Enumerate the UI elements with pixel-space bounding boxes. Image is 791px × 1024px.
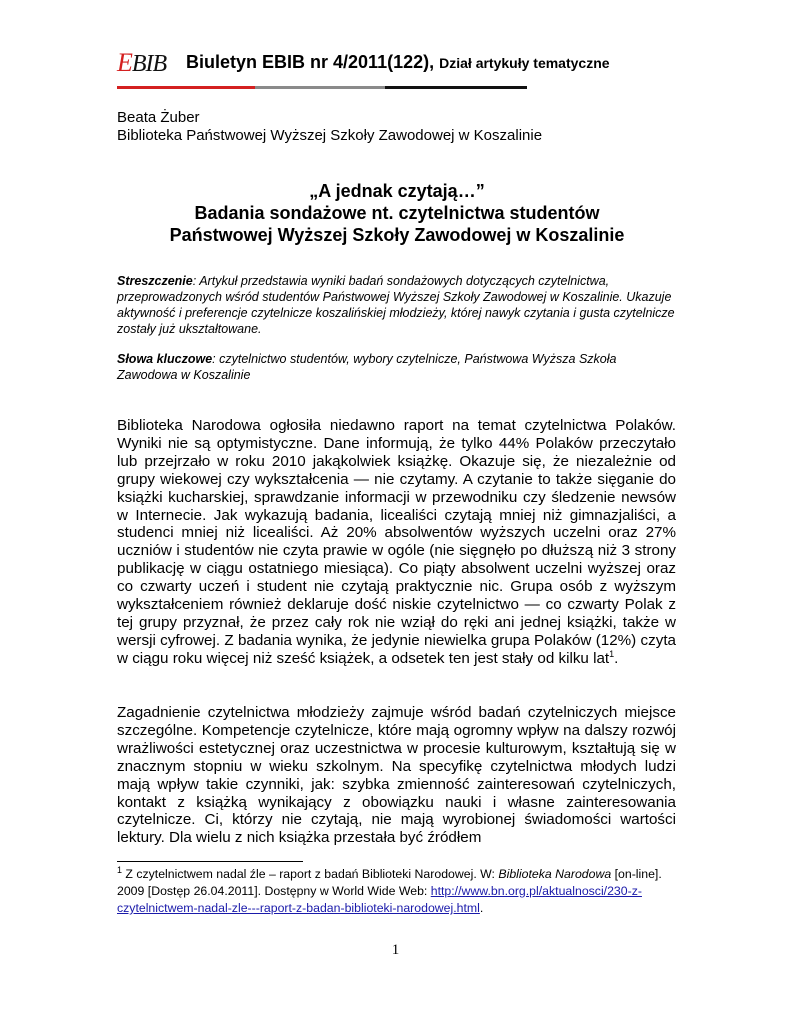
footnote-end: . [479,901,484,915]
abstract-label: Streszczenie [117,274,193,288]
footnote-reference[interactable]: 1 [609,648,615,659]
header-rule-gray [255,86,385,89]
article-title-line2: Badania sondażowe nt. czytelnictwa studentów [194,203,600,223]
footnote-text-after: [on-line]. 2009 [Dostęp 26.04.2011]. Dostępny w World Wide Web: [117,867,662,898]
footnote-number: 1 [117,864,123,875]
article-title-line1: „A jednak czytają…” [309,181,485,201]
body-paragraph-1 [117,417,676,668]
header-rule-black [385,86,527,89]
abstract [117,273,677,337]
footnote-link[interactable]: http://www.bn.org.pl/aktualnosci/230-z-czytelnictwem-nadal-zle---raport-z-badan-biblioteki-narodowej.html [117,884,642,915]
ebib-logo: EBIB [117,48,167,77]
page-number: 1 [391,942,400,958]
author-block [117,109,542,145]
author-name: Beata Żuber [117,109,200,126]
bulletin-section: Dział artykuły tematyczne [439,55,610,71]
abstract-text: : Artykuł przedstawia wyniki badań sondażowych dotyczących czytelnictwa, przeprowadzonych wśród studentów Państwowej Wyższej Szkoły Zawodowej w Koszalinie. Ukazuje aktywność i preferencje czytelnicze koszalińskiej młodzieży, której nawyk czytania i gusta czytelnicze zostały już ukształtowane. [117,274,675,336]
article-title-line3: Państwowej Wyższej Szkoły Zawodowej w Koszalinie [169,225,625,245]
paragraph-1-end: . [614,649,619,667]
bulletin-issue: Biuletyn EBIB nr 4/2011(122), [186,52,435,72]
footnote-text-before: Z czytelnictwem nadal źle – raport z badań Biblioteki Narodowej. W: [122,867,499,881]
keywords-text: : czytelnictwo studentów, wybory czytelnicze, Państwowa Wyższa Szkoła Zawodowa w Koszalinie [117,352,617,382]
paragraph-1-text: Biblioteka Narodowa ogłosiła niedawno raport na temat czytelnictwa Polaków. Wyniki nie są optymistyczne. Dane informują, że tylko 44% Polaków przeczytało lub przejrzało w roku 2010 jakąkolwiek książkę. Okazuje się, że niezależnie od grupy wiekowej czy wykształcenia — nie czytamy. A czytanie to także sięganie do książki kucharskiej, sprawdzanie informacji w przewodniku czy śledzenie newsów w Internecie. Jak wykazują badania, licealiści czytają mniej niż gimnazjaliści, a studenci mniej niż licealiści. Aż 20% absolwentów wyższych uczelni oraz 27% uczniów i studentów nie czyta prawie w ogóle (nie sięgnęło po dłuższą niż 3 strony publikację w ciągu ostatniego miesiąca). Co piąty absolwent uczelni wyższej oraz co czwarty uczeń i student nie czytają praktycznie nic. Grupa osób z wyższym wykształceniem również deklaruje dość niskie czytelnictwo — co czwarty Polak z tej grupy przyznał, że przez cały rok nie wziął do ręki ani jednej książki, także w wersji cyfrowej. Z badania wynika, że jedynie niewielka grupa Polaków (12%) czyta w ciągu roku więcej niż sześć książek, a odsetek ten jest stały od kilku lat [117,417,676,667]
article-title [117,180,677,246]
footnote [117,866,677,917]
footnote-separator [117,861,303,862]
header-rule-red [117,86,255,89]
footnote-source: Biblioteka Narodowa [498,867,612,881]
page-header [117,44,677,92]
keywords-label: Słowa kluczowe [117,352,213,366]
keywords [117,351,677,383]
author-affiliation: Biblioteka Państwowej Wyższej Szkoły Zawodowej w Koszalinie [117,127,543,144]
bulletin-title [186,52,610,73]
body-paragraph-2: Zagadnienie czytelnictwa młodzieży zajmuje wśród badań czytelniczych miejsce szczególne. Kompetencje czytelnicze, które mają ogromny wpływ na dalszy rozwój wrażliwości estetycznej oraz uczestnictwa w procesie kulturowym, kształtują się w znacznym stopniu w wieku szkolnym. Na specyfikę czytelnictwa młodych ludzi mają wpływ takie czynniki, jak: szybka zmienność zainteresowań czytelniczych, kontakt z książką wynikający z obowiązku nauki i własne zainteresowania czytelnicze. Ci, którzy nie czytają, nie mają wyrobionej świadomości wartości lektury. Dla wielu z nich książka przestała być źródłem [117,704,676,847]
